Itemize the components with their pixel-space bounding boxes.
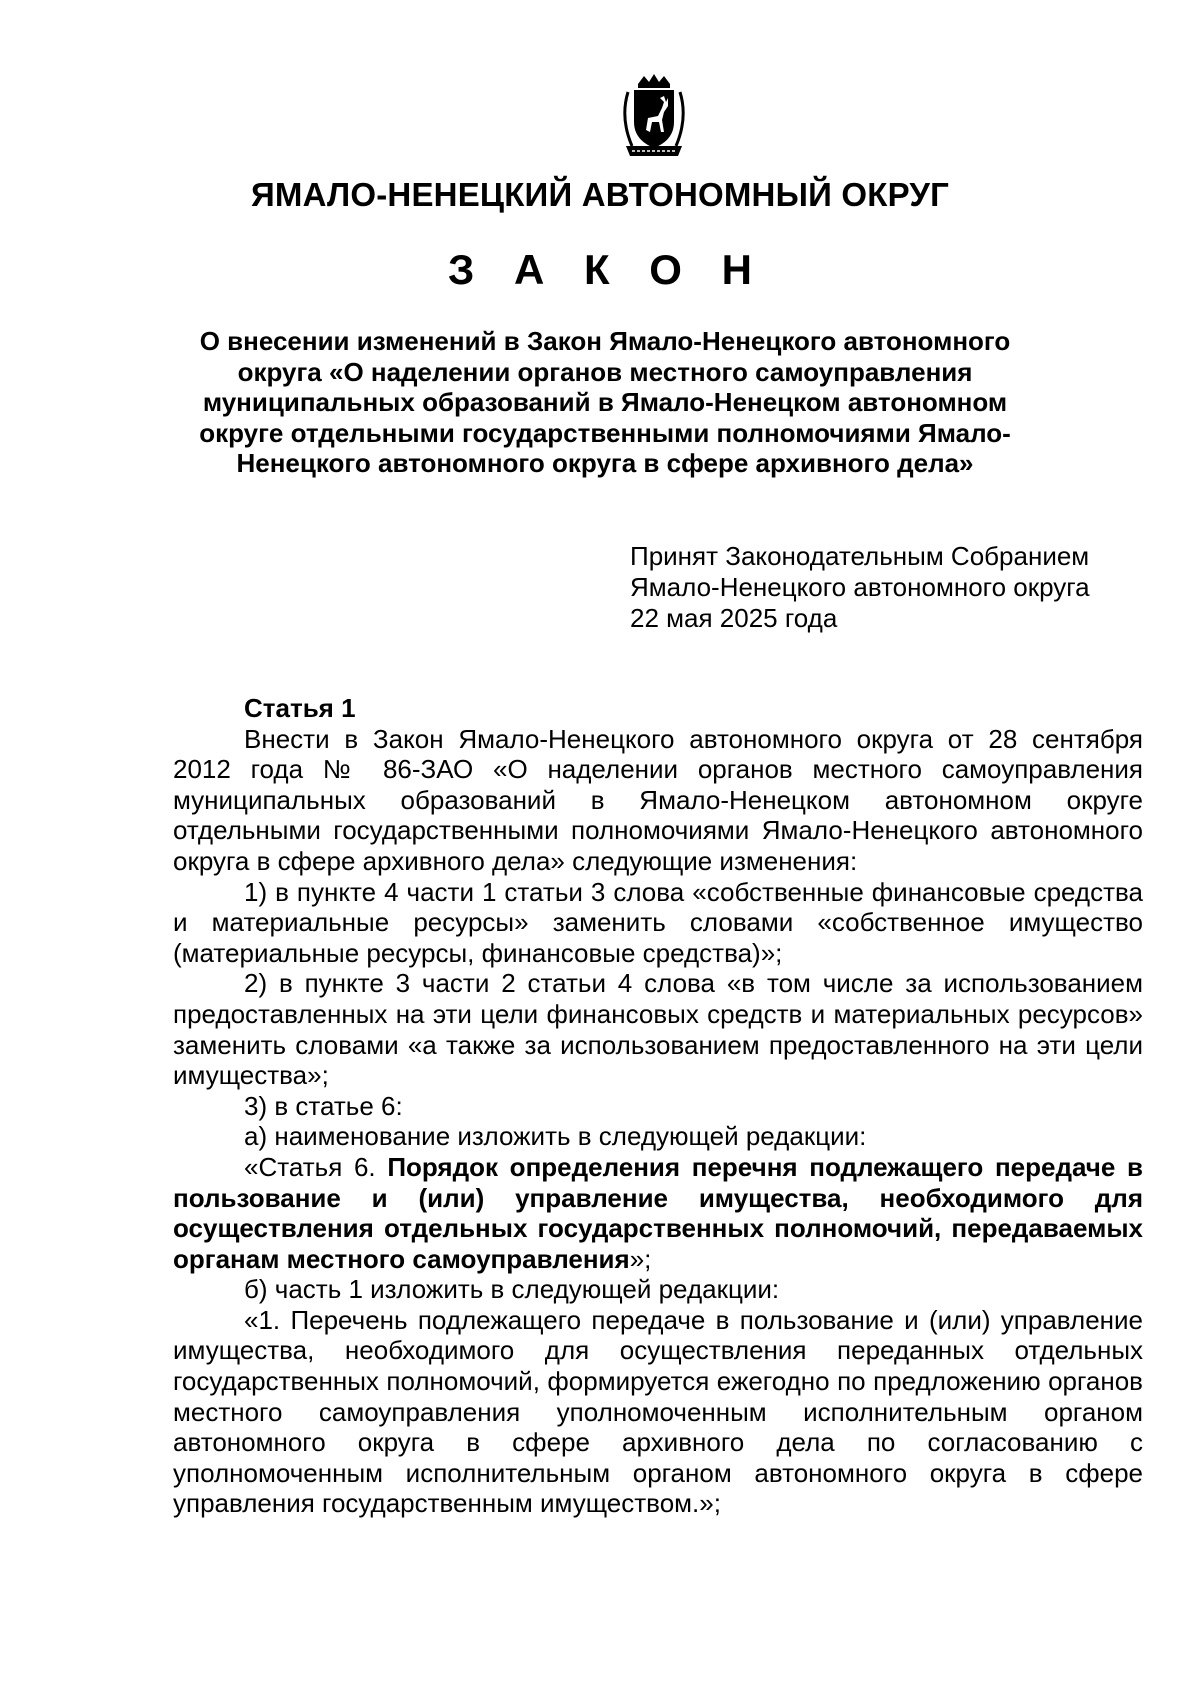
coat-of-arms-icon bbox=[618, 72, 690, 160]
amendment-subitem: б) часть 1 изложить в следующей редакции: bbox=[244, 1274, 780, 1305]
adoption-note bbox=[630, 541, 1150, 634]
adoption-line: Ямало-Ненецкого автономного округа bbox=[630, 572, 1090, 602]
region-name: ЯМАЛО-НЕНЕЦКИЙ АВТОНОМНЫЙ ОКРУГ bbox=[250, 176, 950, 213]
part-1-new-text: «1. Перечень подлежащего передаче в пользование и (или) управление имущества, необходимого для осуществления переданных отдельных государственных полномочий, формируется ежегодно по предложению органов местного самоуправления уполномоченным исполнительным органом автономного округа в сфере архивного дела по согласованию с уполномоченным исполнительным органом автономного округа в сфере управления государственным имуществом.»; bbox=[173, 1304, 1143, 1519]
article-1 bbox=[173, 693, 1143, 1519]
law-title: О внесении изменений в Закон Ямало-Ненецкого автономного округа «О наделении органов местного самоуправления муниципальных образований в Ямало-Ненецком автономном округе отдельными государственными полномочиями Ямало-Ненецкого автономного округа в сфере архивного дела» bbox=[199, 326, 1011, 478]
amendment-item: 1) в пункте 4 части 1 статьи 3 слова «собственные финансовые средства и материальные ресурсы» заменить словами «собственное имущество (материальные ресурсы, финансовые средства)»; bbox=[173, 876, 1143, 968]
quote-suffix: »; bbox=[629, 1243, 652, 1274]
amendment-subitem: а) наименование изложить в следующей редакции: bbox=[244, 1121, 867, 1152]
article-6-title-text: Порядок определения перечня подлежащего передаче в пользование и (или) управление имущества, необходимого для осуществления отдельных государственных полномочий, передаваемых органам местного самоуправления bbox=[173, 1151, 1143, 1274]
adoption-line: Принят Законодательным Собранием bbox=[630, 541, 1090, 571]
document-type: З А К О Н bbox=[448, 246, 766, 293]
article-intro: Внести в Закон Ямало-Ненецкого автономного округа от 28 сентября 2012 года № 86-ЗАО «О наделении органов местного самоуправления муниципальных образований в Ямало-Ненецком автономном округе отдельными государственными полномочиями Ямало-Ненецкого автономного округа в сфере архивного дела» следующие изменения: bbox=[173, 723, 1143, 876]
adoption-date: 22 мая 2025 года bbox=[630, 603, 838, 633]
amendment-item: 2) в пункте 3 части 2 статьи 4 слова «в том числе за использованием предоставленных на эти цели финансовых средств и материальных ресурсов» заменить словами «а также за использованием предоставленного на эти цели имущества»; bbox=[173, 968, 1143, 1091]
article-6-new-title bbox=[173, 1152, 1143, 1274]
amendment-item: 3) в статье 6: bbox=[244, 1090, 403, 1121]
article-heading: Статья 1 bbox=[244, 693, 356, 723]
quote-prefix: «Статья 6. bbox=[244, 1151, 388, 1182]
